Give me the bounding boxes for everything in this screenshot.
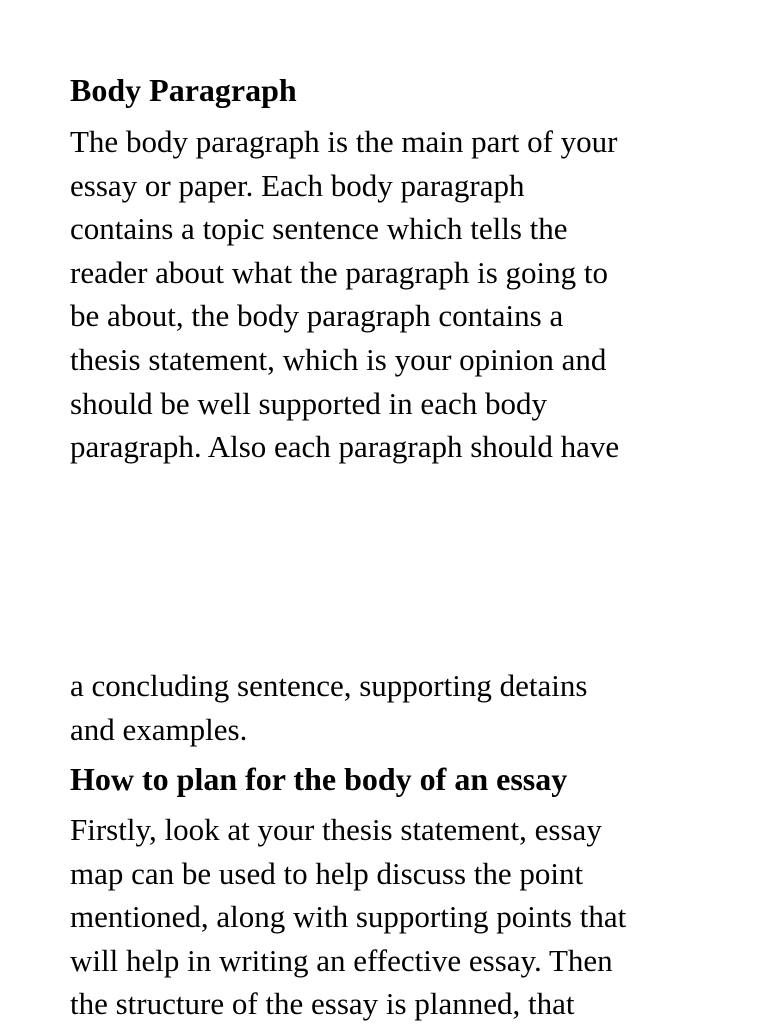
text-line: map can be used to help discuss the point	[70, 855, 584, 891]
text-line: the structure of the essay is planned, that	[70, 986, 575, 1022]
text-line: Firstly, look at your thesis statement, essay	[70, 812, 602, 847]
text-line: will help in writing an effective essay. Then	[70, 942, 613, 978]
text-line: reader about what the paragraph is going to	[70, 254, 609, 290]
heading-text: Body Paragraph	[70, 72, 297, 108]
text-line: should be well supported in each body	[70, 385, 547, 421]
section-heading-body-paragraph	[70, 68, 710, 112]
paragraph	[70, 664, 710, 751]
text-line: paragraph. Also each paragraph should have	[70, 429, 620, 465]
section-heading-plan-body	[70, 757, 710, 801]
paragraph	[70, 808, 710, 1024]
text-line: essay or paper. Each body paragraph	[70, 167, 525, 203]
text-line: be about, the body paragraph contains a	[70, 298, 564, 334]
heading-text: How to plan for the body of an essay	[70, 761, 568, 797]
paragraph-continuation	[70, 664, 710, 751]
plan-paragraph-text	[70, 808, 710, 1024]
text-line: mentioned, along with supporting points that	[70, 899, 627, 935]
body-paragraph-text	[70, 120, 710, 469]
text-line: a concluding sentence, supporting detains	[70, 668, 588, 703]
text-line: and examples.	[70, 711, 248, 747]
text-line: contains a topic sentence which tells the	[70, 211, 568, 247]
text-line: The body paragraph is the main part of your	[70, 124, 618, 159]
text-line: thesis statement, which is your opinion and	[70, 341, 607, 377]
paragraph	[70, 120, 710, 469]
